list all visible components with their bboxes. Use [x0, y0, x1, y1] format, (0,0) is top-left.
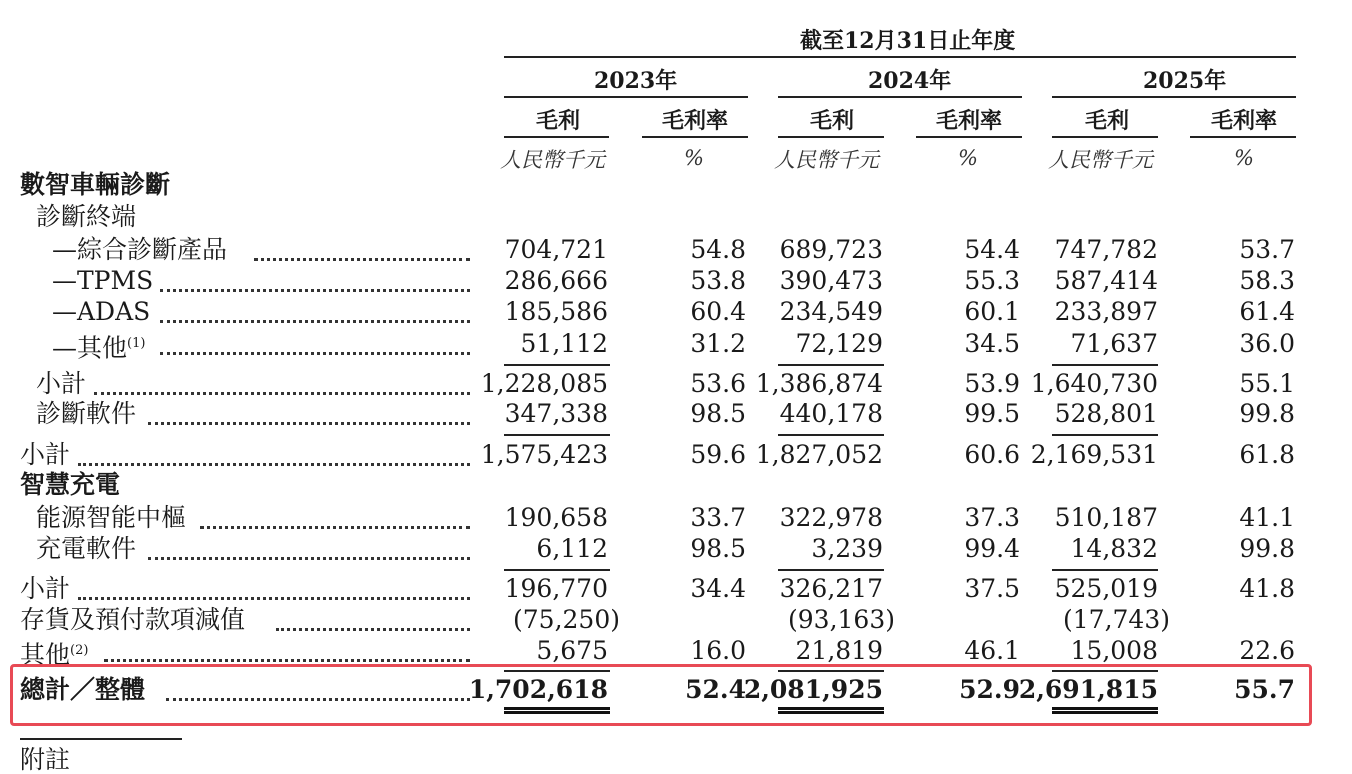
total-row-highlight — [10, 664, 1312, 726]
sub-rule-6 — [1190, 136, 1296, 138]
cell-r11-m2023: 98.5 — [690, 534, 746, 563]
cell-r2-gp2023: 704,721 — [504, 235, 608, 264]
row-label-11: 充電軟件 — [36, 534, 137, 563]
row-label-6: 小計 — [36, 369, 87, 398]
row-label-4: —ADAS — [52, 297, 151, 326]
leader-2 — [254, 258, 470, 261]
cell-r8-gp2023: 1,575,423 — [480, 440, 608, 469]
cell-r5-gp2025: 71,637 — [1070, 329, 1158, 358]
cell-r4-gp2024: 234,549 — [779, 297, 883, 326]
cell-r13-gp2025: (17,743) — [1063, 605, 1170, 634]
year-rule-2024 — [778, 96, 1022, 98]
subtotal-rule-a2 — [778, 364, 884, 366]
cell-r3-gp2024: 390,473 — [779, 266, 883, 295]
cell-r7-gp2025: 528,801 — [1054, 399, 1158, 428]
period-title: 截至12月31日止年度 — [800, 28, 1016, 54]
cell-r11-m2025: 99.8 — [1239, 534, 1295, 563]
cell-r14-gp2024: 21,819 — [795, 636, 883, 665]
leader-8 — [78, 463, 470, 466]
cell-r14-m2025: 22.6 — [1239, 636, 1295, 665]
cell-r7-m2024: 99.5 — [964, 399, 1020, 428]
col-margin-2024: 毛利率 — [936, 108, 1003, 134]
cell-r6-m2023: 53.6 — [690, 369, 746, 398]
year-rule-2025 — [1052, 96, 1296, 98]
leader-3 — [160, 289, 470, 292]
cell-r12-m2024: 37.5 — [964, 574, 1020, 603]
cell-r10-gp2023: 190,658 — [504, 503, 608, 532]
cell-r14-gp2023: 5,675 — [536, 636, 608, 665]
col-margin-2023: 毛利率 — [662, 108, 729, 134]
leader-7 — [148, 422, 470, 425]
cell-r3-gp2023: 286,666 — [504, 266, 608, 295]
cell-r4-m2024: 60.1 — [964, 297, 1020, 326]
col-gross-profit-2024: 毛利 — [810, 108, 855, 134]
cell-r6-gp2024: 1,386,874 — [755, 369, 883, 398]
cell-r10-m2024: 37.3 — [964, 503, 1020, 532]
year-2024: 2024年 — [868, 68, 952, 94]
cell-r5-gp2024: 72,129 — [795, 329, 883, 358]
subtotal-rule-a3 — [1052, 364, 1158, 366]
cell-r12-gp2025: 525,019 — [1054, 574, 1158, 603]
cell-r4-m2025: 61.4 — [1239, 297, 1295, 326]
cell-r13-gp2024: (93,163) — [788, 605, 895, 634]
cell-r2-m2025: 53.7 — [1239, 235, 1295, 264]
cell-r6-gp2025: 1,640,730 — [1030, 369, 1158, 398]
cell-r8-m2023: 59.6 — [690, 440, 746, 469]
cell-r4-gp2025: 233,897 — [1054, 297, 1158, 326]
cell-r5-gp2023: 51,112 — [520, 329, 608, 358]
cell-r11-m2024: 99.4 — [964, 534, 1020, 563]
leader-12 — [78, 597, 470, 600]
cell-r8-m2024: 60.6 — [964, 440, 1020, 469]
leader-4 — [160, 320, 470, 323]
year-rule-2023 — [504, 96, 748, 98]
cell-r2-gp2025: 747,782 — [1054, 235, 1158, 264]
footnote-ref-2: (2) — [70, 643, 89, 658]
cell-r12-gp2024: 326,217 — [779, 574, 883, 603]
unit-percent-2023: % — [684, 146, 704, 170]
subtotal-rule-c3 — [1052, 569, 1158, 571]
cell-r13-gp2023: (75,250) — [513, 605, 620, 634]
leader-5 — [160, 352, 470, 355]
row-label-7: 診斷軟件 — [36, 399, 137, 428]
leader-14 — [104, 659, 470, 662]
cell-r3-m2024: 55.3 — [964, 266, 1020, 295]
subtotal-rule-c1 — [504, 569, 610, 571]
cell-r6-m2025: 55.1 — [1239, 369, 1295, 398]
subtotal-rule-b3 — [1052, 434, 1158, 436]
row-label-15: 總計／整體 — [20, 675, 146, 704]
sub-rule-1 — [504, 136, 609, 138]
cell-r10-m2025: 41.1 — [1239, 503, 1295, 532]
row-label-3: —TPMS — [52, 266, 154, 295]
sub-rule-2 — [642, 136, 748, 138]
cell-total-m2024: 52.9 — [959, 675, 1020, 704]
cell-total-m2025: 55.7 — [1234, 675, 1295, 704]
cell-total-gp2025: 2,691,815 — [1018, 675, 1158, 704]
row-label-12: 小計 — [20, 574, 71, 603]
cell-total-gp2024: 2,081,925 — [743, 675, 883, 704]
cell-r7-gp2023: 347,338 — [504, 399, 608, 428]
row-label-5: —其他$^{(1)}$ — [52, 333, 146, 363]
cell-r2-m2024: 54.4 — [964, 235, 1020, 264]
footnote-heading: 附註 — [20, 745, 71, 774]
cell-r3-m2023: 53.8 — [690, 266, 746, 295]
subtotal-rule-b2 — [778, 434, 884, 436]
sub-rule-4 — [916, 136, 1022, 138]
cell-total-gp2023: 1,702,618 — [468, 675, 608, 704]
leader-11 — [148, 557, 470, 560]
year-2025: 2025年 — [1143, 68, 1227, 94]
row-label-9: 智慧充電 — [20, 470, 121, 499]
cell-r8-gp2025: 2,169,531 — [1030, 440, 1158, 469]
sub-rule-3 — [778, 136, 884, 138]
unit-currency-2023: 人民幣千元 — [500, 148, 605, 172]
cell-r14-m2023: 16.0 — [690, 636, 746, 665]
col-gross-profit-2025: 毛利 — [1085, 108, 1130, 134]
period-rule — [504, 56, 1296, 58]
year-2023: 2023年 — [594, 68, 678, 94]
cell-r5-m2025: 36.0 — [1239, 329, 1295, 358]
cell-r6-m2024: 53.9 — [964, 369, 1020, 398]
cell-r10-gp2024: 322,978 — [779, 503, 883, 532]
subtotal-rule-c2 — [778, 569, 884, 571]
cell-r10-gp2025: 510,187 — [1054, 503, 1158, 532]
cell-r11-gp2024: 3,239 — [811, 534, 883, 563]
cell-r3-m2025: 58.3 — [1239, 266, 1295, 295]
cell-r7-m2025: 99.8 — [1239, 399, 1295, 428]
cell-r11-gp2023: 6,112 — [536, 534, 608, 563]
row-label-8: 小計 — [20, 440, 71, 469]
row-label-2: —綜合診斷產品 — [52, 235, 228, 264]
cell-r3-gp2025: 587,414 — [1054, 266, 1158, 295]
row-label-1: 診斷終端 — [36, 202, 137, 231]
cell-r7-gp2024: 440,178 — [779, 399, 883, 428]
cell-r10-m2023: 33.7 — [690, 503, 746, 532]
leader-10 — [200, 526, 470, 529]
cell-r12-m2023: 34.4 — [690, 574, 746, 603]
cell-r14-gp2025: 15,008 — [1070, 636, 1158, 665]
cell-r12-m2025: 41.8 — [1239, 574, 1295, 603]
cell-r5-m2024: 34.5 — [964, 329, 1020, 358]
row-label-13: 存貨及預付款項減值 — [20, 605, 246, 634]
cell-r5-m2023: 31.2 — [690, 329, 746, 358]
col-margin-2025: 毛利率 — [1211, 108, 1278, 134]
row-label-10: 能源智能中樞 — [36, 503, 187, 532]
cell-r11-gp2025: 14,832 — [1070, 534, 1158, 563]
cell-total-m2023: 52.4 — [685, 675, 746, 704]
row-label-14: 其他$^{(2)}$ — [20, 640, 89, 670]
cell-r14-m2024: 46.1 — [964, 636, 1020, 665]
cell-r6-gp2023: 1,228,085 — [480, 369, 608, 398]
unit-percent-2024: % — [958, 146, 978, 170]
unit-currency-2024: 人民幣千元 — [774, 148, 879, 172]
cell-r12-gp2023: 196,770 — [504, 574, 608, 603]
cell-r2-gp2024: 689,723 — [779, 235, 883, 264]
cell-r8-gp2024: 1,827,052 — [755, 440, 883, 469]
subtotal-rule-a1 — [504, 364, 610, 366]
unit-currency-2025: 人民幣千元 — [1048, 148, 1153, 172]
cell-r4-gp2023: 185,586 — [504, 297, 608, 326]
leader-6 — [94, 392, 470, 395]
cell-r4-m2023: 60.4 — [690, 297, 746, 326]
cell-r7-m2023: 98.5 — [690, 399, 746, 428]
footnote-ref-1: (1) — [127, 336, 146, 351]
row-label-0: 數智車輛診斷 — [20, 170, 171, 199]
footnote-separator — [20, 738, 182, 740]
cell-r8-m2025: 61.8 — [1239, 440, 1295, 469]
subtotal-rule-b1 — [504, 434, 610, 436]
unit-percent-2025: % — [1234, 146, 1254, 170]
sub-rule-5 — [1052, 136, 1158, 138]
cell-r2-m2023: 54.8 — [690, 235, 746, 264]
leader-13 — [276, 628, 470, 631]
col-gross-profit-2023: 毛利 — [536, 108, 581, 134]
